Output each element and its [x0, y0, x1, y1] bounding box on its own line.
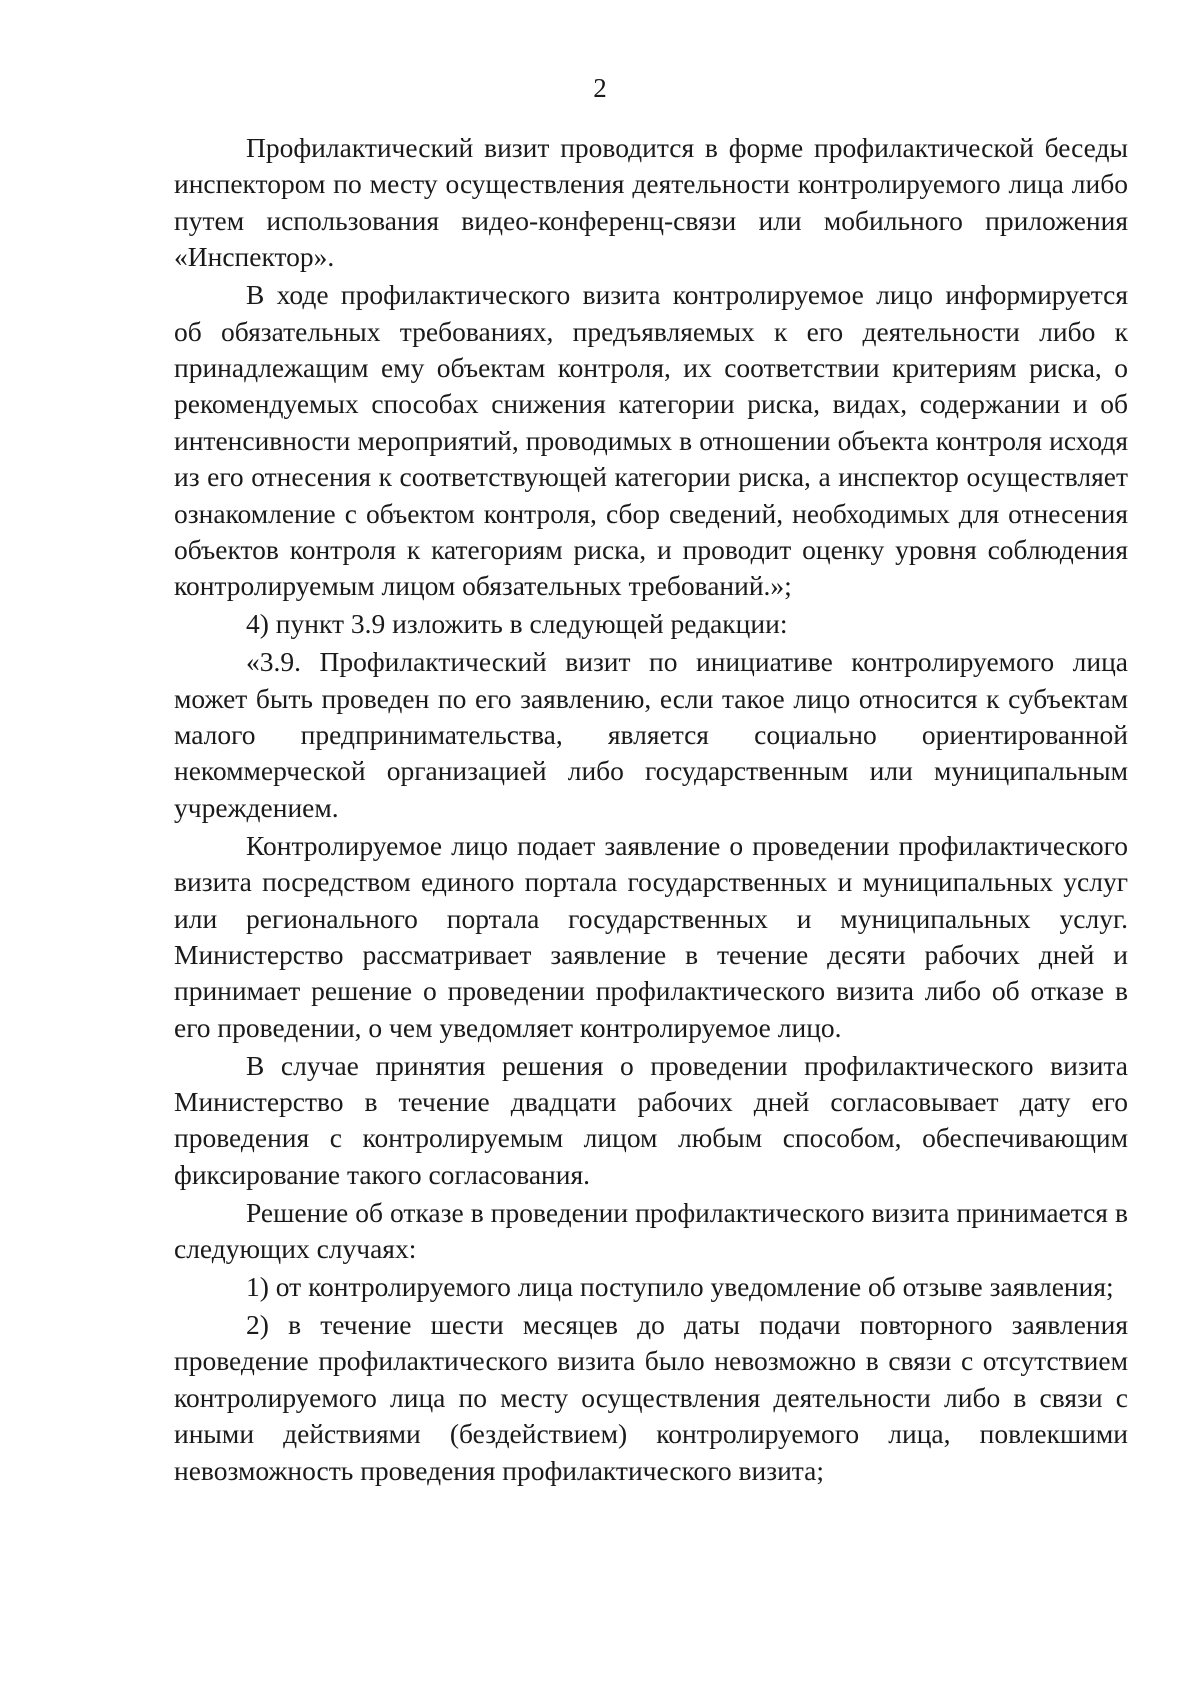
paragraph-visit-form: Профилактический визит проводится в форме профилактической беседы инспектором по месту осуществления деятельности контролируемого лица либо путем использования видео-конференц-связи или мобильного приложения «Инспектор». — [174, 132, 1128, 273]
document-body — [174, 130, 1128, 1489]
paragraph-refusal-case-1: 1) от контролируемого лица поступило уведомление об отзыве заявления; — [246, 1271, 1114, 1303]
paragraph-visit-content: В ходе профилактического визита контролируемое лицо информируется об обязательных требованиях, предъявляемых к его деятельности либо к принадлежащим ему объектам контроля, их соответствии критериям риска, о рекомендуемых способах снижения категории риска, видах, содержании и об интенсивности мероприятий, проводимых в отношении объекта контроля исходя из его отнесения к соответствующей категории риска, а инспектор осуществляет ознакомление с объектом контроля, сбор сведений, необходимых для отнесения объектов контроля к категориям риска, и проводит оценку уровня соблюдения контролируемым лицом обязательных требований.»; — [174, 279, 1128, 602]
paragraph-refusal-cases: Решение об отказе в проведении профилактического визита принимается в следующих случаях: — [174, 1196, 1128, 1265]
page-number: 2 — [593, 73, 607, 103]
paragraph-refusal-case-2: 2) в течение шести месяцев до даты подачи повторного заявления проведение профилактического визита было невозможно в связи с отсутствием контролируемого лица по месту осуществления деятельности либо в связи с иными действиями (бездействием) контролируемого лица, повлекшими невозможность проведения профилактического визита; — [174, 1309, 1128, 1486]
paragraph-item-4: 4) пункт 3.9 изложить в следующей редакции: — [246, 608, 788, 640]
paragraph-application-filing: Контролируемое лицо подает заявление о проведении профилактического визита посредством единого портала государственных и муниципальных услуг или регионального портала государственных и муниципальных услуг. Министерство рассматривает заявление в течение десяти рабочих дней и принимает решение о проведении профилактического визита либо об отказе в его проведении, о чем уведомляет контролируемое лицо. — [174, 829, 1128, 1043]
paragraph-clause-3-9: «3.9. Профилактический визит по инициативе контролируемого лица может быть проведен по его заявлению, если такое лицо относится к субъектам малого предпринимательства, является социально ориентированной некоммерческой организацией либо государственным или муниципальным учреждением. — [174, 646, 1128, 823]
paragraph-date-agreement: В случае принятия решения о проведении профилактического визита Министерство в течение двадцати рабочих дней согласовывает дату его проведения с контролируемым лицом любым способом, обеспечивающим фиксирование такого согласования. — [174, 1049, 1128, 1190]
